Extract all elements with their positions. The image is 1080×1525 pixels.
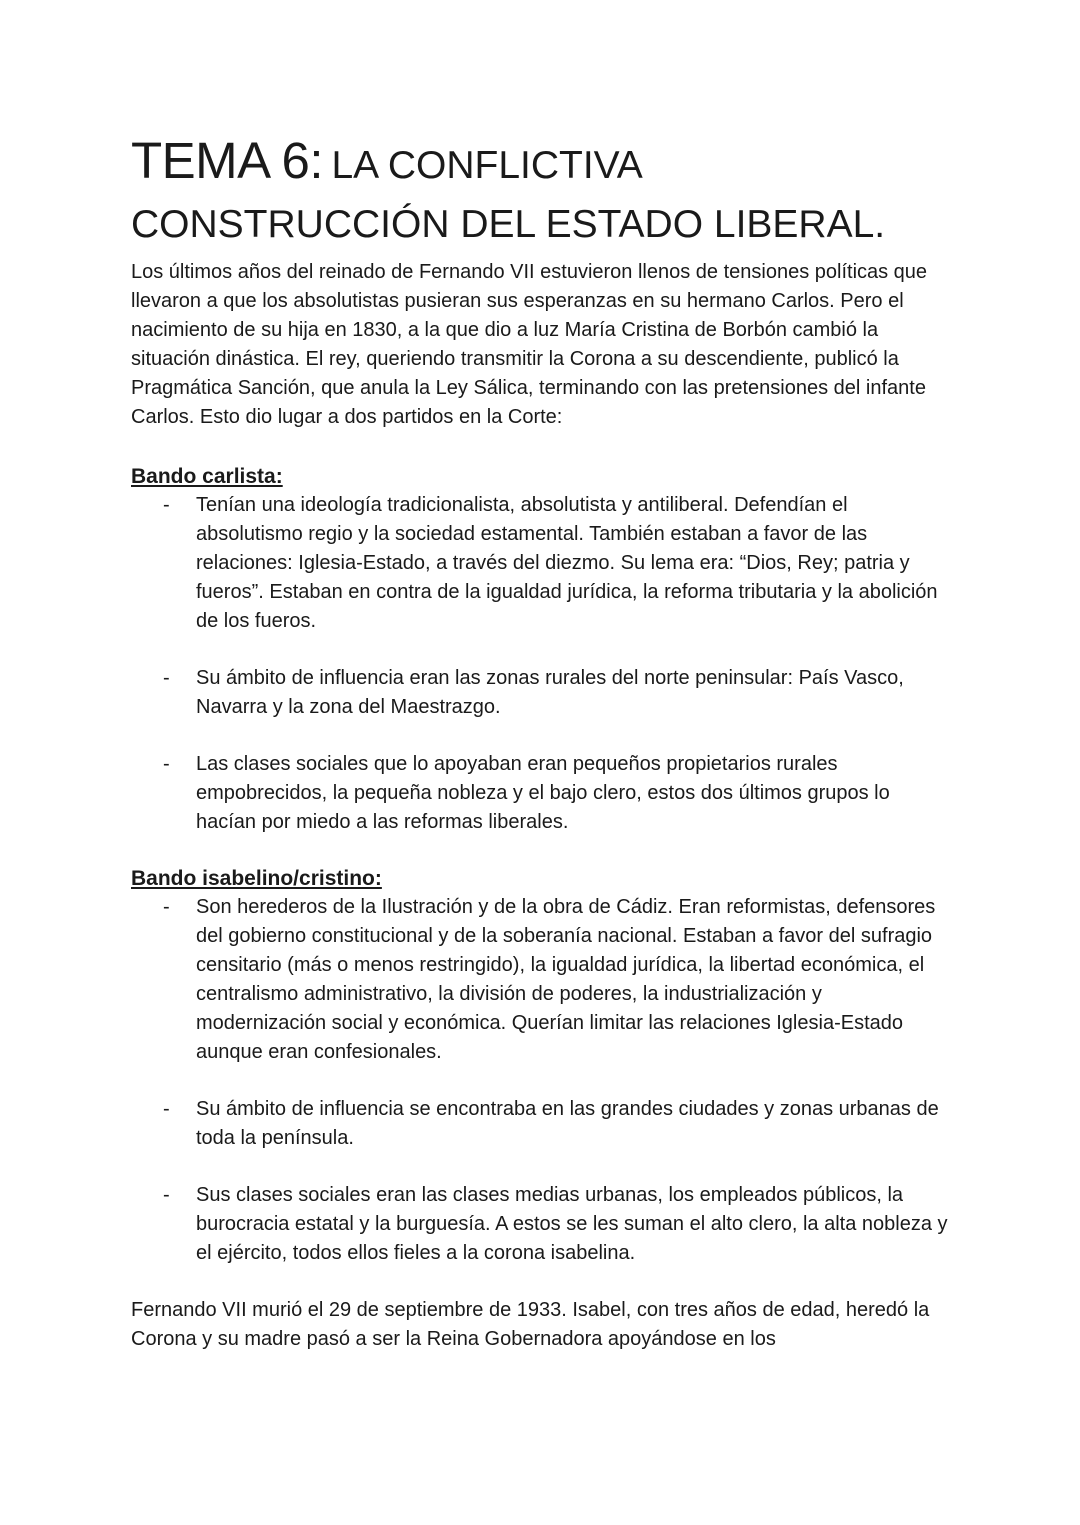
isabelino-list: [131, 893, 951, 1268]
bullet-dash: -: [163, 494, 170, 516]
list-item: [131, 491, 951, 636]
bullet-dash: -: [163, 1184, 170, 1206]
bullet-dash: -: [163, 667, 170, 689]
bullet-dash: -: [163, 896, 170, 918]
list-item: [131, 1181, 951, 1268]
page-title: [131, 130, 951, 256]
list-item: [131, 750, 951, 837]
list-item-text: Su ámbito de influencia se encontraba en las grandes ciudades y zonas urbanas de toda la península.: [196, 1098, 939, 1149]
list-item: [131, 1095, 951, 1153]
list-item-text: Sus clases sociales eran las clases medias urbanas, los empleados públicos, la burocracia estatal y la burguesía. A estos se les suman el alto clero, la alta nobleza y el ejército, todos ellos fieles a la corona isabelina.: [196, 1184, 948, 1264]
closing-paragraph: Fernando VII murió el 29 de septiembre de 1933. Isabel, con tres años de edad, heredó la Corona y su madre pasó a ser la Reina Gobernadora apoyándose en los: [131, 1299, 930, 1350]
list-item: [131, 893, 951, 1067]
carlista-list: [131, 491, 951, 837]
title-line2: CONSTRUCCIÓN DEL ESTADO LIBERAL.: [131, 203, 886, 246]
section-heading-carlista: Bando carlista:: [131, 465, 283, 488]
section-heading-isabelino: Bando isabelino/cristino:: [131, 867, 382, 890]
list-item-text: Las clases sociales que lo apoyaban eran pequeños propietarios rurales empobrecidos, la pequeña nobleza y el bajo clero, estos dos últimos grupos lo hacían por miedo a las reformas liberales.: [196, 753, 890, 833]
bullet-dash: -: [163, 1098, 170, 1120]
intro-paragraph: Los últimos años del reinado de Fernando VII estuvieron llenos de tensiones políticas que llevaron a que los absolutistas pusieran sus esperanzas en su hermano Carlos. Pero el nacimiento de su hija en 1830, a la que dio a luz María Cristina de Borbón cambió la situación dinástica. El rey, queriendo transmitir la Corona a su descendiente, publicó la Pragmática Sanción, que anula la Ley Sálica, terminando con las pretensiones del infante Carlos. Esto dio lugar a dos partidos en la Corte:: [131, 261, 928, 428]
document-page: [131, 130, 951, 1354]
list-item: [131, 664, 951, 722]
title-line1: LA CONFLICTIVA: [331, 144, 643, 187]
bullet-dash: -: [163, 753, 170, 775]
list-item-text: Son herederos de la Ilustración y de la obra de Cádiz. Eran reformistas, defensores del gobierno constitucional y de la soberanía nacional. Estaban a favor del sufragio censitario (más o menos restringido), la igualdad jurídica, la libertad económica, el centralismo administrativo, la división de poderes, la industrialización y modernización social y económica. Querían limitar las relaciones Iglesia-Estado aunque eran confesionales.: [196, 896, 936, 1063]
title-tema: TEMA 6:: [131, 132, 324, 189]
list-item-text: Su ámbito de influencia eran las zonas rurales del norte peninsular: País Vasco, Navarra y la zona del Maestrazgo.: [196, 667, 904, 718]
list-item-text: Tenían una ideología tradicionalista, absolutista y antiliberal. Defendían el absolutismo regio y la sociedad estamental. También estaban a favor de las relaciones: Iglesia-Estado, a través del diezmo. Su lema era: “Dios, Rey; patria y fueros”. Estaban en contra de la igualdad jurídica, la reforma tributaria y la abolición de los fueros.: [196, 494, 938, 632]
